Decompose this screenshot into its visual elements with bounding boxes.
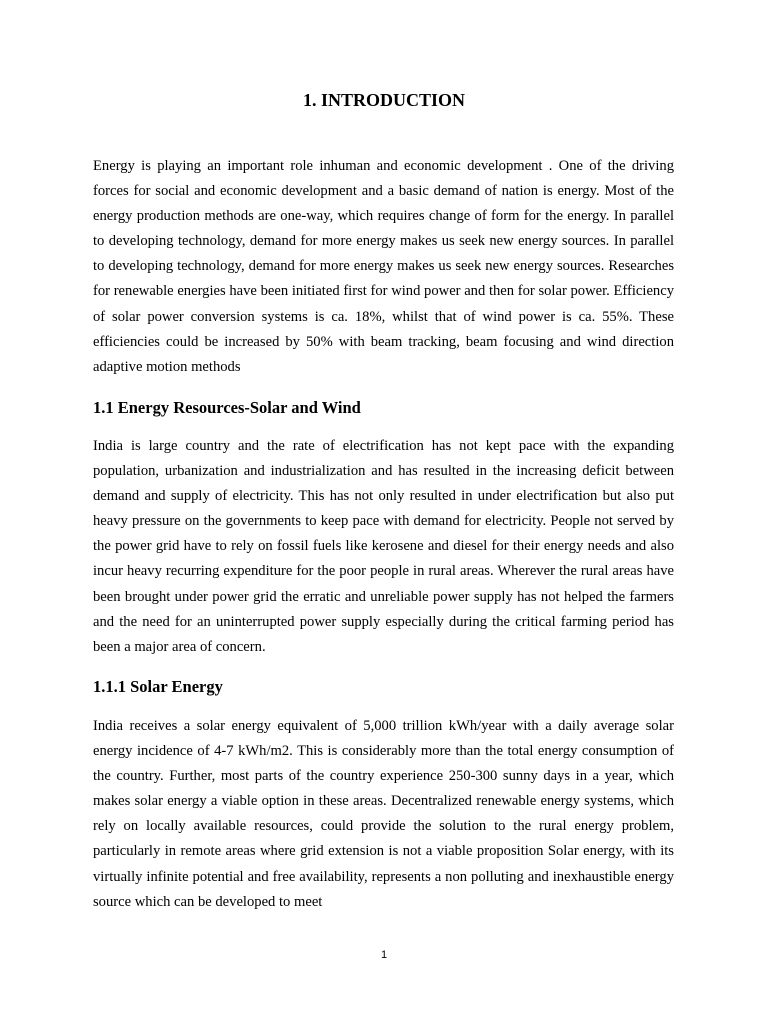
section-heading-energy-resources: 1.1 Energy Resources-Solar and Wind	[93, 398, 361, 417]
intro-paragraph: Energy is playing an important role inhuman and economic development . One of the driving forces for social and economic development and a basic demand of nation is energy. Most of the energy production methods are one-way, which requires change of form for the energy. In parallel to developing technology, demand for more energy makes us seek new energy sources. In parallel to developing technology, demand for more energy makes us seek new energy sources. Researches for renewable energies have been initiated first for wind power and then for solar power. Efficiency of solar power conversion systems is ca. 18%, whilst that of wind power is ca. 55%. These efficiencies could be increased by 50% with beam tracking, beam focusing and wind direction adaptive motion methods	[93, 158, 674, 375]
page-title: 1. INTRODUCTION	[302, 90, 466, 110]
energy-resources-paragraph: India is large country and the rate of electrification has not kept pace with the expanding population, urbanization and industrialization and has resulted in the increasing deficit between demand and supply of electricity. This has not only resulted in under electrification but also put heavy pressure on the governments to keep pace with demand for electricity. People not served by the power grid have to rely on fossil fuels like kerosene and diesel for their energy needs and also incur heavy recurring expenditure for the poor people in rural areas. Wherever the rural areas have been brought under power grid the erratic and unreliable power supply has not helped the farmers and the need for an uninterrupted power supply especially during the critical farming period has been a major area of concern.	[93, 438, 674, 655]
solar-energy-paragraph: India receives a solar energy equivalent of 5,000 trillion kWh/year with a daily average solar energy incidence of 4-7 kWh/m2. This is considerably more than the total energy consumption of the country. Further, most parts of the country experience 250-300 sunny days in a year, which makes solar energy a viable option in these areas. Decentralized renewable energy systems, which rely on locally available resources, could provide the solution to the rural energy problem, particularly in remote areas where grid extension is not a viable proposition Solar energy, with its virtually infinite potential and free availability, represents a non polluting and inexhaustible energy source which can be developed to meet	[93, 718, 674, 910]
section-heading-solar-energy: 1.1.1 Solar Energy	[93, 677, 223, 696]
page-number: 1	[380, 949, 388, 961]
